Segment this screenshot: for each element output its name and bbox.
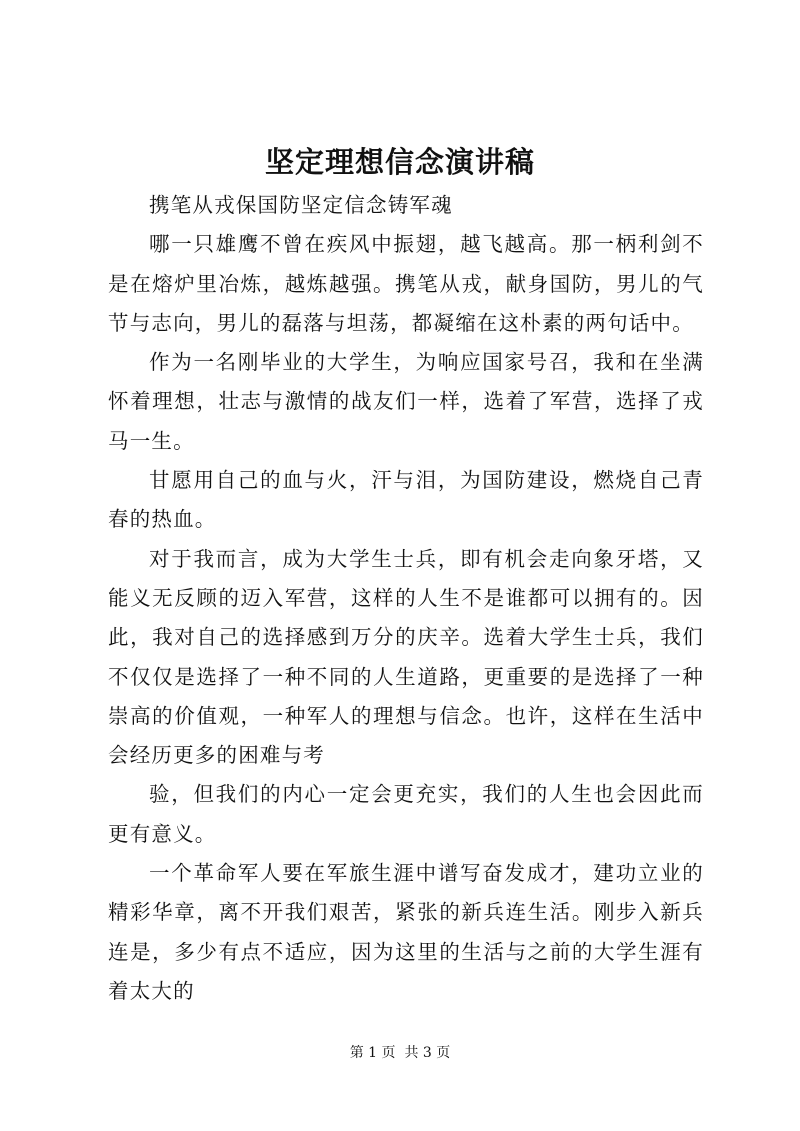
paragraph: 对于我而言，成为大学生士兵，即有机会走向象牙塔，又能义无反顾的迈入军营，这样的人生不是谁都可以拥有的。因此，我对自己的选择感到万分的庆辛。选着大学生士兵，我们不仅仅是选择了一种不同的人生道路，更重要的是选择了一种崇高的价值观，一种军人的理想与信念。也许，这样在生活中会经历更多的困难与考 [108,546,704,768]
paragraph: 验，但我们的内心一定会更充实，我们的人生也会因此而更有意义。 [108,782,704,846]
paragraph: 作为一名刚毕业的大学生，为响应国家号召，我和在坐满怀着理想，壮志与激情的战友们一样，选着了军营，选择了戎马一生。 [108,350,704,453]
page-number-footer: 第 1 页 共 3 页 [349,1045,451,1061]
document-title: 坚定理想信念演讲稿 [264,145,535,179]
document-body [108,186,704,1011]
paragraph: 一个革命军人要在军旅生涯中谱写奋发成才，建功立业的精彩华章，离不开我们艰苦，紧张的新兵连生活。刚步入新兵连是，多少有点不适应，因为这里的生活与之前的大学生涯有着太大的 [108,861,704,1003]
paragraph-subtitle: 携笔从戎保国防坚定信念铸军魂 [149,193,453,217]
paragraph: 甘愿用自己的血与火，汗与泪，为国防建设，燃烧自己青春的热血。 [108,468,704,532]
paragraph: 哪一只雄鹰不曾在疾风中振翅，越飞越高。那一柄利剑不是在熔炉里冶炼，越炼越强。携笔从戎，献身国防，男儿的气节与志向，男儿的磊落与坦荡，都凝缩在这朴素的两句话中。 [108,232,704,335]
